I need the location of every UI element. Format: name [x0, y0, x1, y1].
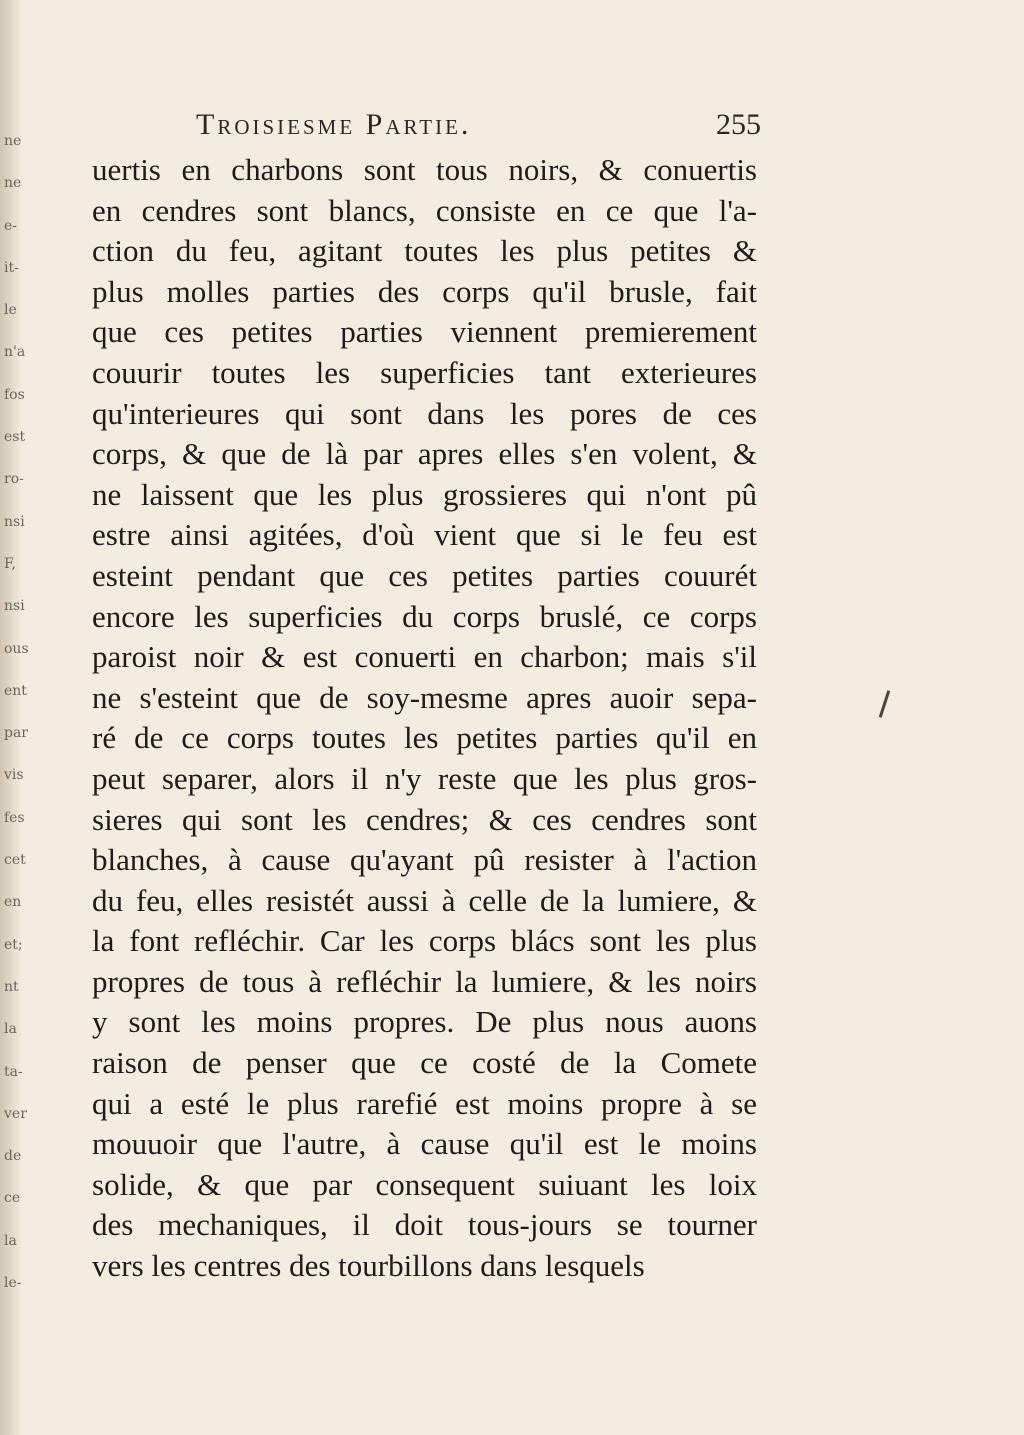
edge-fragment: nsi [4, 598, 25, 615]
text-line: solide, & que par consequent suiuant les loix [92, 1166, 757, 1202]
text-line: qui a esté le plus rarefié est moins propre à se [92, 1085, 757, 1121]
body-text [92, 150, 757, 1287]
text-line: uertis en charbons sont tous noirs, & conuertis [92, 152, 757, 187]
text-line: qu'interieures qui sont dans les pores de ces [92, 395, 757, 431]
text-line: peut separer, alors il n'y reste que les plus gros- [92, 760, 757, 796]
text-line: couurir toutes les superficies tant exterieures [92, 354, 757, 390]
text-line: des mechaniques, il doit tous-jours se tourner [92, 1207, 757, 1243]
edge-fragment: la [4, 1232, 17, 1249]
text-line: ne laissent que les plus grossieres qui n'ont pû [92, 476, 757, 512]
edge-fragment: ver [4, 1105, 27, 1122]
facing-page-fragments [4, 120, 29, 1304]
edge-fragment: nsi [4, 513, 25, 530]
edge-fragment: est [4, 429, 26, 446]
edge-fragment: ous [4, 640, 29, 657]
text-line: paroist noir & est conuerti en charbon; mais s'il [92, 639, 757, 675]
edge-fragment: le [4, 302, 17, 319]
text-line: vers les centres des tourbillons dans lesquels [92, 1248, 645, 1284]
edge-fragment: le- [4, 1275, 22, 1292]
edge-fragment: en [4, 894, 22, 911]
edge-fragment: et; [4, 936, 23, 953]
edge-fragment: vis [4, 767, 24, 784]
edge-fragment: n'a [4, 344, 26, 361]
edge-fragment: de [4, 1148, 22, 1165]
edge-fragment: ent [4, 682, 27, 699]
edge-fragment: nt [4, 978, 19, 995]
edge-fragment: ne [4, 175, 22, 192]
edge-fragment: fos [4, 386, 25, 403]
text-line: propres de tous à refléchir la lumiere, & les noirs [92, 963, 757, 999]
text-line: corps, & que de là par apres elles s'en volent, & [92, 436, 757, 472]
edge-fragment: fes [4, 809, 25, 826]
edge-fragment: ne [4, 133, 22, 149]
text-line: plus molles parties des corps qu'il brusle, fait [92, 273, 757, 309]
page-number: 255 [716, 108, 761, 141]
text-line: y sont les moins propres. De plus nous auons [92, 1004, 757, 1040]
edge-fragment: par [4, 725, 29, 742]
text-line: en cendres sont blancs, consiste en ce que l'a- [92, 192, 757, 228]
text-line: ne s'esteint que de soy-mesme apres auoir sepa- [92, 679, 757, 715]
running-title: Troisiesme Partie. [196, 108, 472, 141]
edge-fragment: ta- [4, 1063, 23, 1080]
edge-fragment: it- [4, 259, 19, 276]
edge-fragment: F, [4, 555, 16, 572]
text-line: que ces petites parties viennent premierement [92, 314, 757, 350]
text-line: sieres qui sont les cendres; & ces cendres sont [92, 801, 757, 837]
text-line: raison de penser que ce costé de la Comete [92, 1045, 757, 1081]
text-line: la font refléchir. Car les corps blács sont les plus [92, 923, 757, 959]
text-line: ré de ce corps toutes les petites parties qu'il en [92, 720, 757, 756]
edge-fragment: ro- [4, 471, 24, 488]
running-header [196, 108, 761, 148]
text-line: estre ainsi agitées, d'où vient que si le feu est [92, 517, 757, 553]
edge-fragment: cet [4, 852, 26, 869]
text-line: esteint pendant que ces petites parties couurét [92, 557, 757, 593]
margin-mark [879, 690, 891, 718]
text-line: mouuoir que l'autre, à cause qu'il est le moins [92, 1126, 757, 1162]
text-line: encore les superficies du corps bruslé, ce corps [92, 598, 757, 634]
edge-fragment: ce [4, 1190, 21, 1207]
edge-fragment: la [4, 1021, 17, 1038]
text-line: blanches, à cause qu'ayant pû resister à l'action [92, 842, 757, 878]
edge-fragment: e- [4, 217, 18, 234]
text-line: ction du feu, agitant toutes les plus petites & [92, 233, 757, 269]
text-line: du feu, elles resistét aussi à celle de la lumiere, & [92, 882, 757, 918]
